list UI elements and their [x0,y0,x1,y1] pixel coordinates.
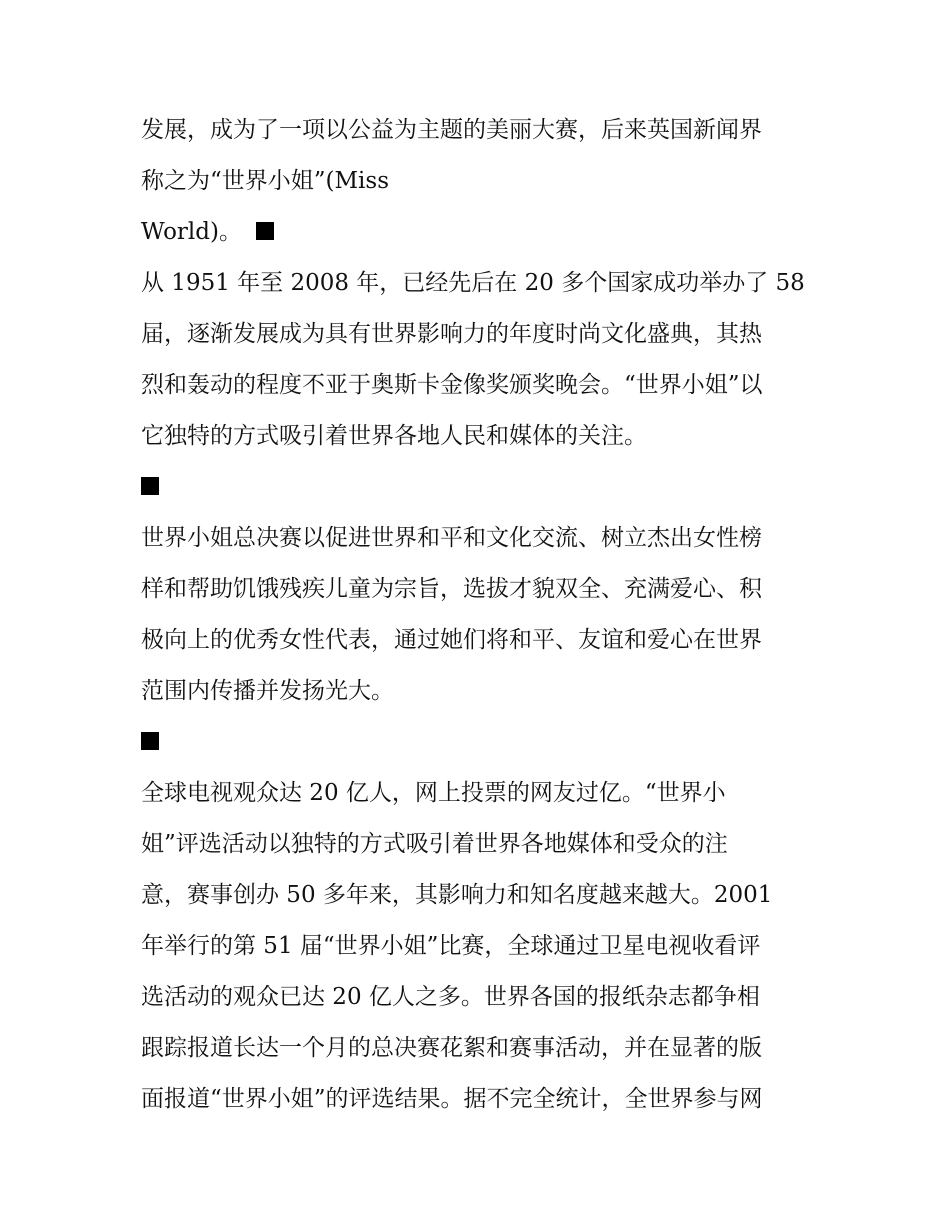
text-line-19: 跟踪报道长达一个月的总决赛花絮和赛事活动，并在显著的版 [141,1035,762,1061]
text-line-3-text: World)。 [141,219,242,245]
text-line-10: 样和帮助饥饿残疾儿童为宗旨，选拔才貌双全、充满爱心、积 [141,576,762,602]
text-line-15: 姐”评选活动以独特的方式吸引着世界各地媒体和受众的注 [141,831,728,857]
text-line-3 [141,207,821,258]
text-line-12: 范围内传播并发扬光大。 [141,678,394,704]
text-line-2: 称之为“世界小姐”(Miss [141,168,390,194]
text-line-14: 全球电视观众达 20 亿人，网上投票的网友过亿。“世界小 [141,780,726,806]
text-line-9: 世界小姐总决赛以促进世界和平和文化交流、树立杰出女性榜 [141,525,762,551]
text-line-6: 烈和轰动的程度不亚于奥斯卡金像奖颁奖晚会。“世界小姐”以 [141,372,763,398]
separator-line-1 [141,462,821,513]
text-line-18: 选活动的观众已达 20 亿人之多。世界各国的报纸杂志都争相 [141,984,760,1010]
black-square-icon [256,222,274,240]
text-line-17: 年举行的第 51 届“世界小姐”比赛，全球通过卫星电视收看评 [141,933,761,959]
black-square-icon [141,732,159,750]
text-line-11: 极向上的优秀女性代表，通过她们将和平、友谊和爱心在世界 [141,627,762,653]
document-body [141,105,821,1125]
text-line-4: 从 1951 年至 2008 年，已经先后在 20 多个国家成功举办了 58 [141,270,805,296]
separator-line-2 [141,717,821,768]
text-line-5: 届，逐渐发展成为具有世界影响力的年度时尚文化盛典，其热 [141,321,762,347]
text-line-20: 面报道“世界小姐”的评选结果。据不完全统计，全世界参与网 [141,1086,763,1112]
text-line-1: 发展，成为了一项以公益为主题的美丽大赛，后来英国新闻界 [141,117,762,143]
black-square-icon [141,477,159,495]
text-line-7: 它独特的方式吸引着世界各地人民和媒体的关注。 [141,423,647,449]
text-line-16: 意，赛事创办 50 多年来，其影响力和知名度越来越大。2001 [141,882,773,908]
